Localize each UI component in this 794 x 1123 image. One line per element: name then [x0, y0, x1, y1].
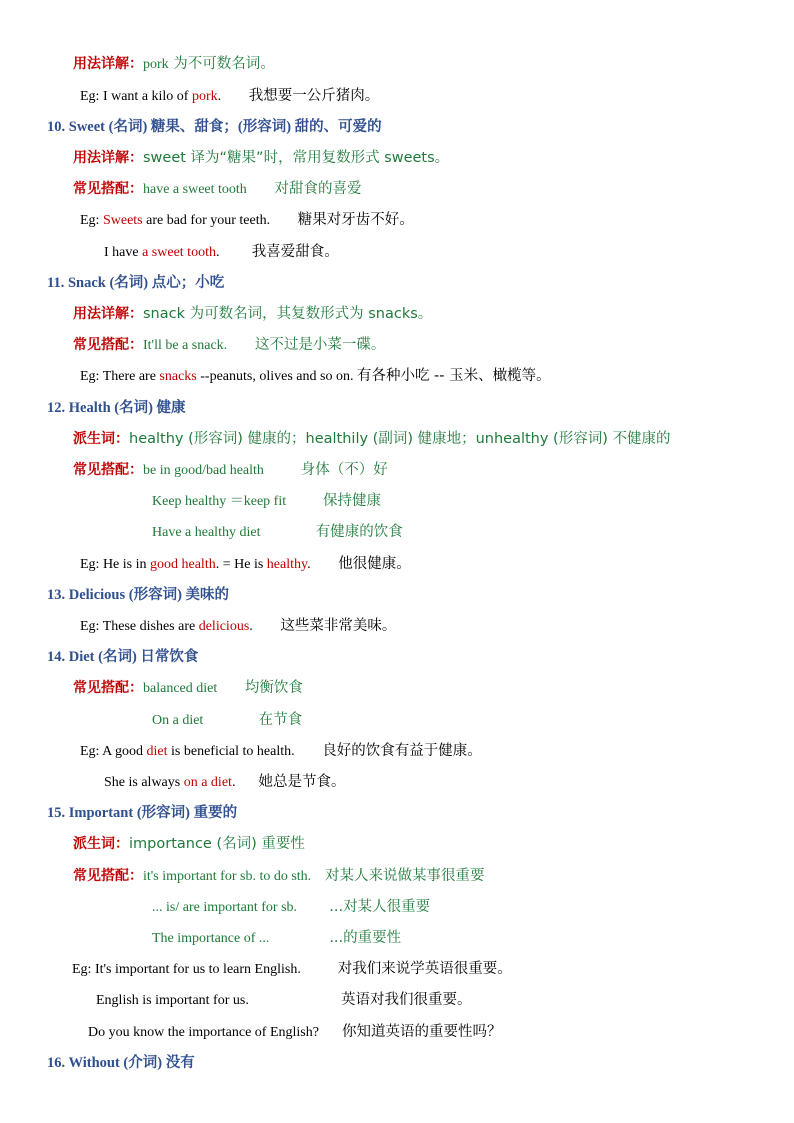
text-run: be in good/bad health [143, 463, 264, 478]
text-run: diet [146, 744, 168, 759]
text-line [72, 959, 512, 979]
text-line [80, 554, 411, 574]
field-label: 常见搭配： [73, 181, 143, 197]
text-run: 身体（不）好 [263, 462, 388, 478]
text-line [88, 1022, 502, 1042]
text-run: It'll be a snack. [143, 338, 228, 353]
text-run: English is important for us. [96, 993, 249, 1008]
field-label: 用法详解： [73, 306, 143, 322]
section-heading: 15. Important (形容词) 重要的 [47, 805, 238, 821]
text-run: . = He is [215, 557, 267, 572]
text-run: Eg: I want a kilo of [80, 89, 192, 104]
text-run: . [307, 557, 311, 572]
text-line [47, 398, 186, 418]
text-run: On a diet [152, 713, 204, 728]
text-run: . [215, 245, 220, 260]
text-run: pork [191, 89, 218, 104]
text-line [152, 897, 430, 917]
text-line [80, 86, 379, 106]
text-run: 糖果对牙齿不好。 [270, 212, 414, 228]
text-run: 保持健康 [286, 493, 381, 509]
text-line [47, 117, 382, 137]
text-run: are bad for your teeth. [142, 213, 271, 228]
text-run: importance (名词) 重要性 [129, 836, 305, 852]
text-run: sweet 译为“糖果”时，常用复数形式 sweets。 [143, 150, 450, 166]
text-run: 有各种小吃 -- 玉米、橄榄等。 [356, 368, 551, 384]
text-run: . [217, 89, 222, 104]
section-heading: 16. Without (介词) 没有 [47, 1055, 195, 1071]
text-run: . [231, 775, 236, 790]
text-run: a sweet tooth [142, 245, 216, 260]
text-run: Eg: These dishes are [80, 619, 199, 634]
text-run: 他很健康。 [310, 556, 411, 572]
text-line [152, 928, 401, 948]
text-run: 我想要一公斤猪肉。 [221, 88, 380, 104]
section-heading: 13. Delicious (形容词) 美味的 [47, 587, 230, 603]
text-run: have a sweet tooth [143, 182, 247, 197]
section-heading: 10. Sweet (名词) 糖果、甜食；(形容词) 甜的、可爱的 [47, 119, 382, 135]
text-run: 这不过是小菜一碟。 [227, 337, 386, 353]
text-line [96, 990, 472, 1010]
field-label: 常见搭配： [73, 337, 143, 353]
text-line [73, 429, 670, 449]
text-line [80, 741, 482, 761]
text-run: Eg: It's important for us to learn English. [72, 962, 301, 977]
text-run: balanced diet [143, 681, 218, 696]
field-label: 常见搭配： [73, 680, 143, 696]
text-line [80, 366, 551, 386]
text-run: 你知道英语的重要性吗？ [318, 1024, 502, 1040]
text-run: Do you know the importance of English? [88, 1025, 319, 1040]
field-label: 派生词： [73, 431, 129, 447]
text-run: Have a healthy diet [152, 525, 261, 540]
section-heading: 12. Health (名词) 健康 [47, 400, 186, 416]
field-label: 派生词： [73, 836, 129, 852]
text-run: ...对某人很重要 [297, 899, 431, 915]
text-run: on a diet [183, 775, 232, 790]
text-run: Sweets [102, 213, 143, 228]
text-run: healthy (形容词) 健康的；healthily (副词) 健康地；unhealthy (形容词) 不健康的 [129, 431, 671, 447]
text-line [73, 678, 303, 698]
text-run: Keep healthy ＝keep fit [152, 494, 287, 509]
text-line [47, 803, 237, 823]
section-heading: 14. Diet (名词) 日常饮食 [47, 649, 199, 665]
text-run: Eg: A good [80, 744, 147, 759]
text-line [47, 585, 229, 605]
text-run: 有健康的饮食 [260, 524, 403, 540]
text-run: 在节食 [203, 712, 303, 728]
text-run: 她总是节食。 [235, 774, 346, 790]
field-label: 用法详解： [73, 150, 143, 166]
text-run: 均衡饮食 [217, 680, 303, 696]
text-line [80, 210, 414, 230]
text-line [73, 179, 361, 199]
text-run: pork [143, 57, 169, 72]
text-line [73, 335, 385, 355]
text-run: 对我们来说学英语很重要。 [300, 961, 512, 977]
text-run: 这些菜非常美味。 [252, 618, 397, 634]
text-run: Eg: There are [80, 369, 160, 384]
text-run: ... is/ are important for sb. [152, 900, 298, 915]
text-line [104, 242, 339, 262]
text-run: 对甜食的喜爱 [246, 181, 362, 197]
text-run: 良好的饮食有益于健康。 [294, 743, 482, 759]
text-line [73, 866, 485, 886]
text-line [73, 148, 449, 168]
text-run: The importance of ... [152, 931, 270, 946]
text-line [47, 647, 198, 667]
text-line [47, 273, 224, 293]
text-run: good health [150, 557, 216, 572]
text-line [104, 772, 345, 792]
field-label: 常见搭配： [73, 868, 143, 884]
text-run: it's important for sb. to do sth. [143, 869, 312, 884]
field-label: 常见搭配： [73, 462, 143, 478]
section-heading: 11. Snack (名词) 点心；小吃 [47, 275, 225, 291]
text-run: Eg: He is in [80, 557, 150, 572]
text-run: 英语对我们很重要。 [248, 992, 472, 1008]
text-run: Eg: [80, 213, 103, 228]
field-label: 用法详解： [73, 56, 143, 72]
text-line [73, 834, 305, 854]
text-line [47, 1053, 195, 1073]
text-run: delicious [198, 619, 250, 634]
text-run: is beneficial to health. [167, 744, 295, 759]
text-line [73, 460, 388, 480]
text-line [80, 616, 396, 636]
text-line [152, 522, 403, 542]
text-run: snacks [159, 369, 197, 384]
text-line [73, 54, 275, 74]
text-run: . [249, 619, 253, 634]
text-run: 对某人来说做某事很重要 [311, 868, 485, 884]
text-run: --peanuts, olives and so on. [196, 369, 357, 384]
text-line [152, 710, 302, 730]
text-line [152, 491, 381, 511]
text-run: snack 为可数名词，其复数形式为 snacks。 [143, 306, 433, 322]
text-run: I have [104, 245, 143, 260]
text-run: healthy [266, 557, 308, 572]
text-run: 我喜爱甜食。 [219, 244, 339, 260]
text-run: ...的重要性 [269, 930, 402, 946]
text-line [73, 304, 432, 324]
text-run: She is always [104, 775, 184, 790]
text-run: 为不可数名词。 [168, 56, 275, 72]
